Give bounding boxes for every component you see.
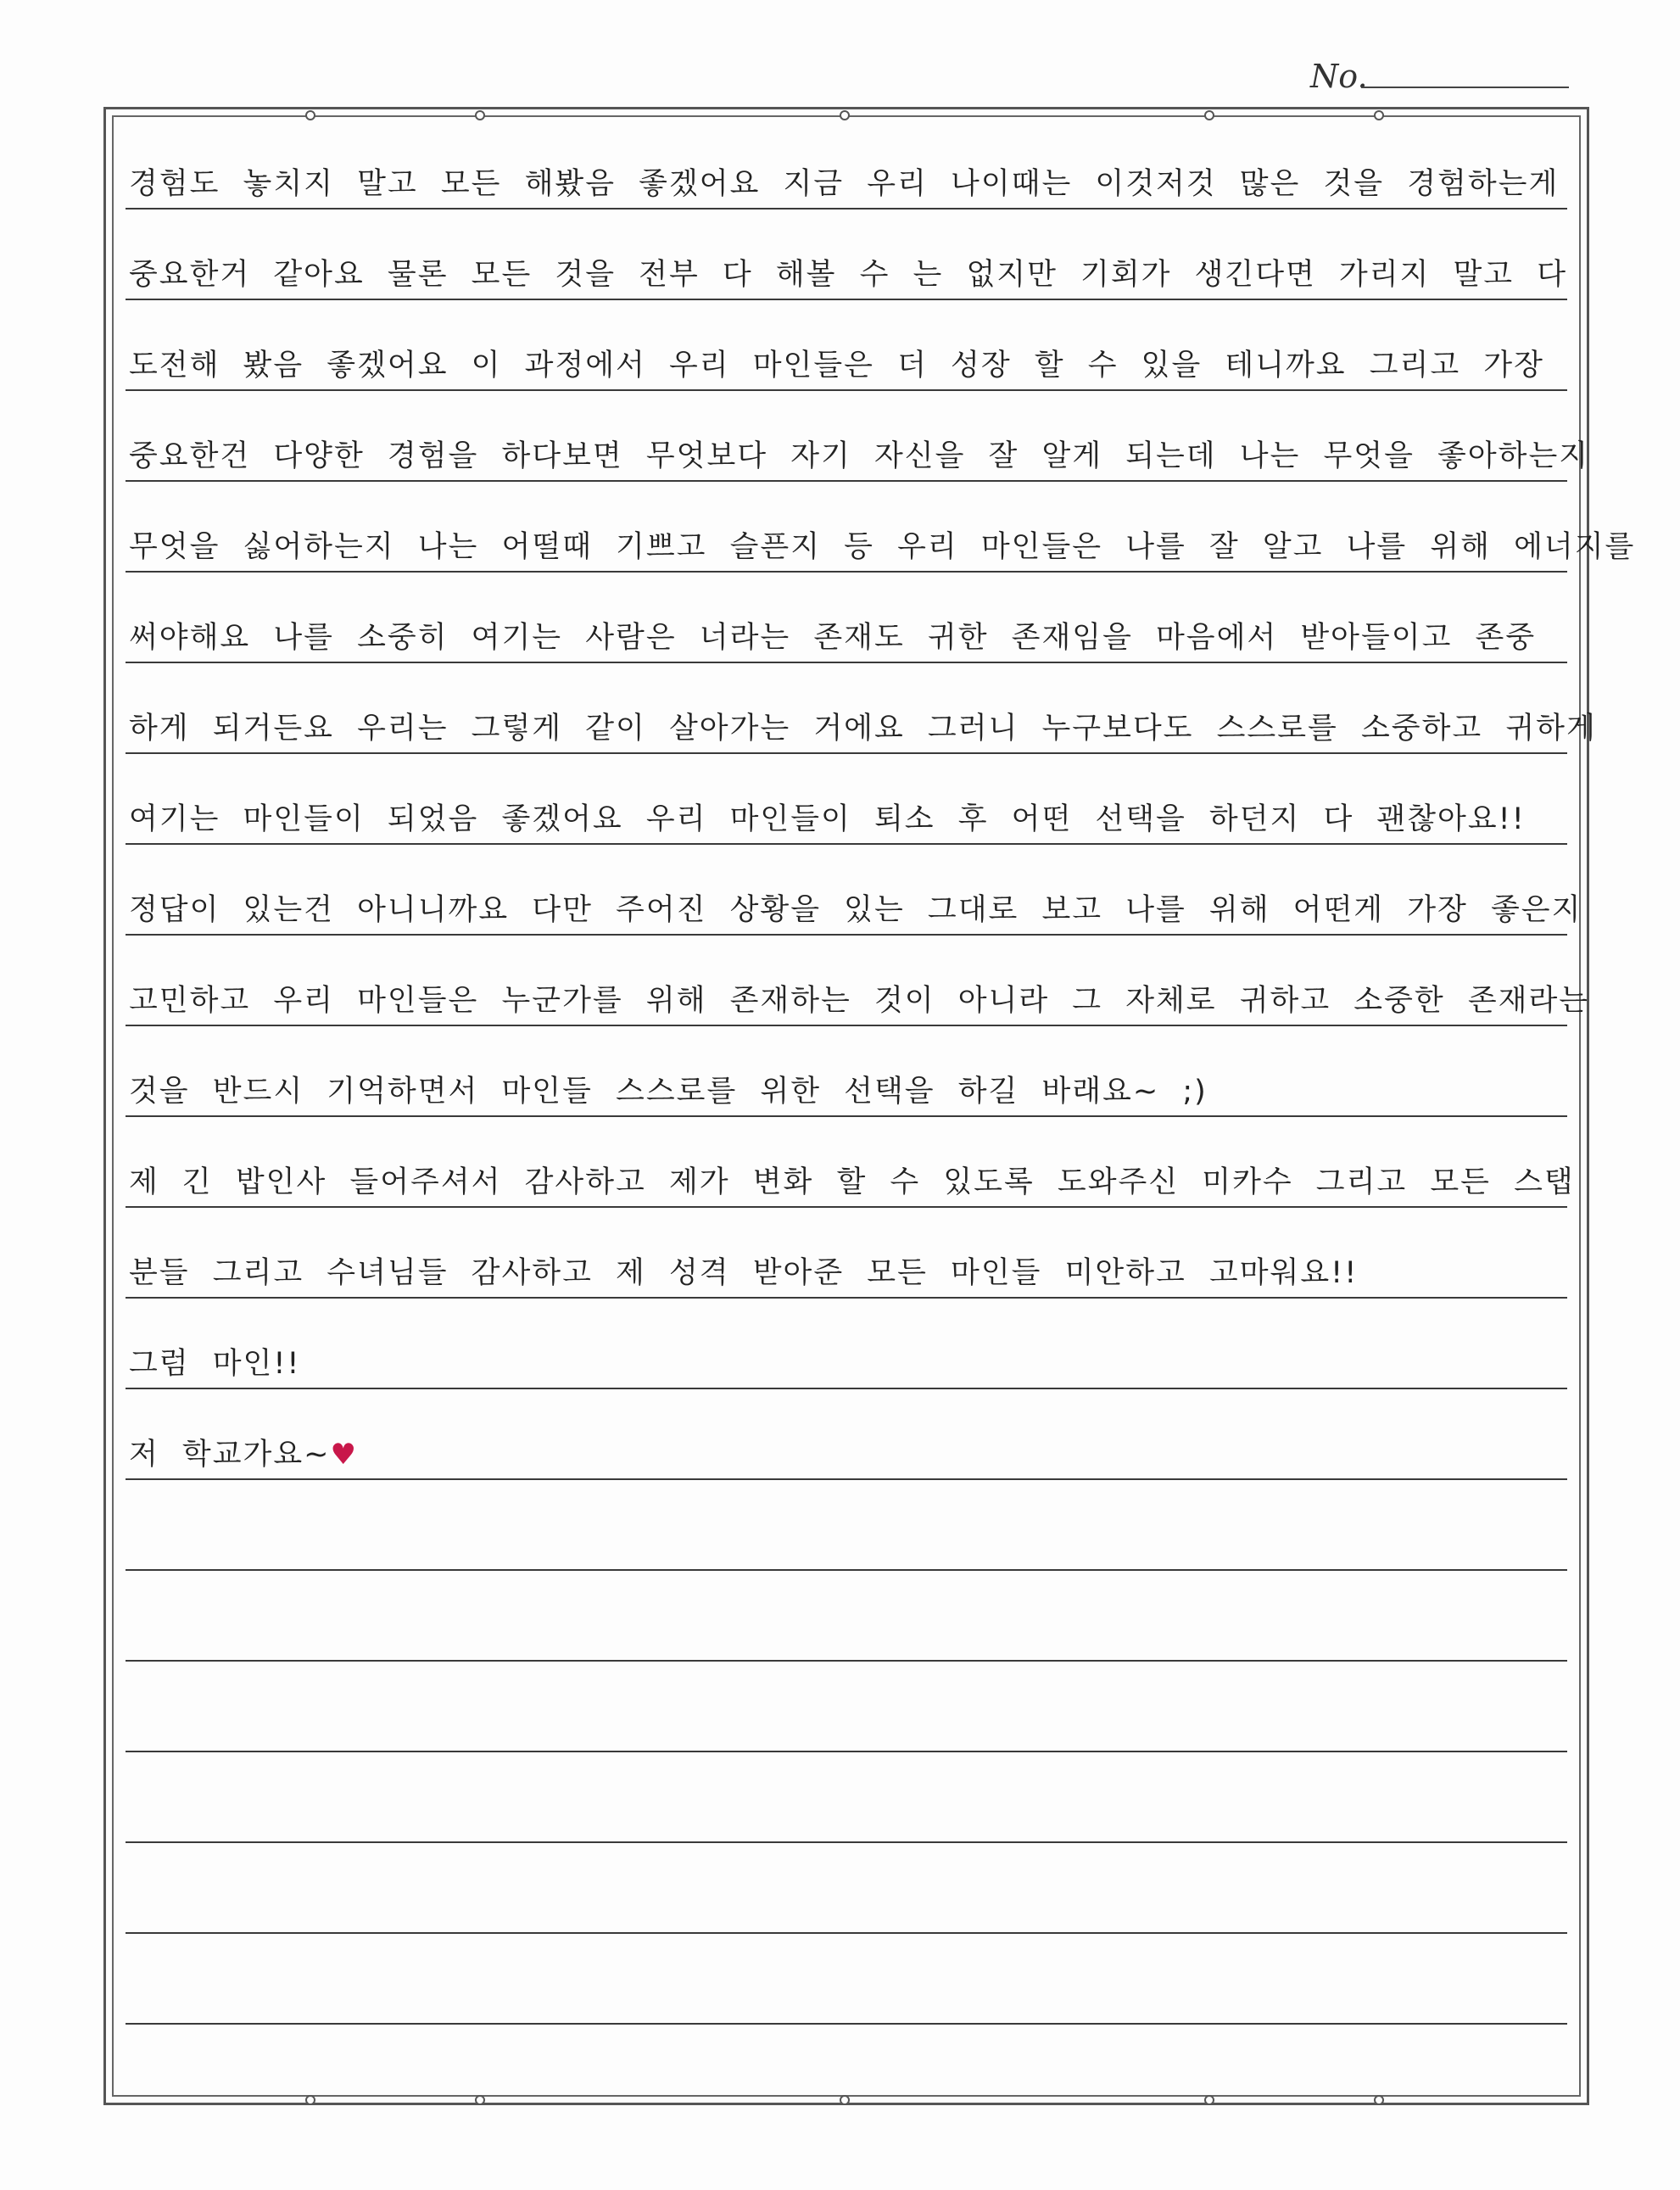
letter-line (126, 210, 1567, 300)
letter-line-text (129, 1431, 1567, 1473)
heart-icon: ♥ (330, 1438, 358, 1472)
blank-line (126, 1934, 1567, 2025)
letter-line-text: 써야해요 나를 소중히 여기는 사람은 너라는 존재도 귀한 존재임을 마음에서 받아들이고 존중 (129, 621, 1537, 655)
letter-line-text: 하게 되거든요 우리는 그렇게 같이 살아가는 거에요 그러니 누구보다도 스스로를 소중하고 귀하게 (129, 712, 1597, 746)
frame-ornament (475, 2095, 485, 2105)
letter-line (126, 1117, 1575, 1208)
blank-line (126, 1752, 1567, 1843)
letter-line (126, 119, 1567, 210)
letter-line-text: 분들 그리고 수녀님들 감사하고 제 성격 받아준 모든 마인들 미안하고 고마워요!! (129, 1256, 1359, 1290)
blank-line (126, 1571, 1567, 1662)
page-number-label: No. (1310, 58, 1368, 95)
letter-line-text: 제 긴 밥인사 들어주셔서 감사하고 제가 변화 할 수 있도록 도와주신 미카수 그리고 모든 스탭 (129, 1165, 1575, 1199)
letter-line-text: 것을 반드시 기억하면서 마인들 스스로를 위한 선택을 하길 바래요~ ;) (129, 1075, 1208, 1109)
frame-ornament (1204, 2095, 1214, 2105)
letter-line (126, 391, 1590, 482)
letter-line (126, 845, 1582, 936)
closing-text: 저 학교가요~ (129, 1438, 331, 1472)
letter-line-text: 중요한건 다양한 경험을 하다보면 무엇보다 자기 자신을 잘 알게 되는데 나는 무엇을 좋아하는지 (129, 439, 1590, 473)
letter-line-text: 중요한거 같아요 물론 모든 것을 전부 다 해볼 수 는 없지만 기회가 생긴다면 가리지 말고 다 (129, 258, 1568, 292)
letter-line-text: 정답이 있는건 아니니까요 다만 주어진 상황을 있는 그대로 보고 나를 위해 어떤게 가장 좋은지 (129, 893, 1582, 927)
letter-line (126, 1299, 1567, 1389)
letter-line (126, 663, 1597, 754)
letter-line (126, 754, 1567, 845)
letter-line-text: 그럼 마인!! (129, 1347, 301, 1381)
letter-line-text: 여기는 마인들이 되었음 좋겠어요 우리 마인들이 퇴소 후 어떤 선택을 하던지 다 괜찮아요!! (129, 802, 1526, 836)
letter-line-text: 도전해 봤음 좋겠어요 이 과정에서 우리 마인들은 더 성장 할 수 있을 테니까요 그리고 가장 (129, 349, 1544, 383)
letter-line (126, 573, 1567, 663)
page-number-line (1361, 87, 1569, 88)
ruled-lines (126, 119, 1636, 2025)
letter-line (126, 300, 1567, 391)
letter-line-text: 무엇을 싫어하는지 나는 어떨때 기쁘고 슬픈지 등 우리 마인들은 나를 잘 알고 나를 위해 에너지를 (129, 530, 1636, 564)
blank-line (126, 1843, 1567, 1934)
frame-ornament (305, 2095, 315, 2105)
letter-line (126, 1208, 1567, 1299)
blank-line (126, 1662, 1567, 1752)
blank-line (126, 1480, 1567, 1571)
letter-line (126, 1389, 1567, 1480)
frame-ornament (1374, 2095, 1384, 2105)
letter-line-text: 경험도 놓치지 말고 모든 해봤음 좋겠어요 지금 우리 나이때는 이것저것 많은 것을 경험하는게 (129, 167, 1560, 201)
letter-line (126, 482, 1636, 573)
letter-line-text: 고민하고 우리 마인들은 누군가를 위해 존재하는 것이 아니라 그 자체로 귀하고 소중한 존재라는 (129, 984, 1590, 1018)
letter-line (126, 1026, 1567, 1117)
letter-line (126, 936, 1590, 1026)
frame-ornament (840, 2095, 850, 2105)
